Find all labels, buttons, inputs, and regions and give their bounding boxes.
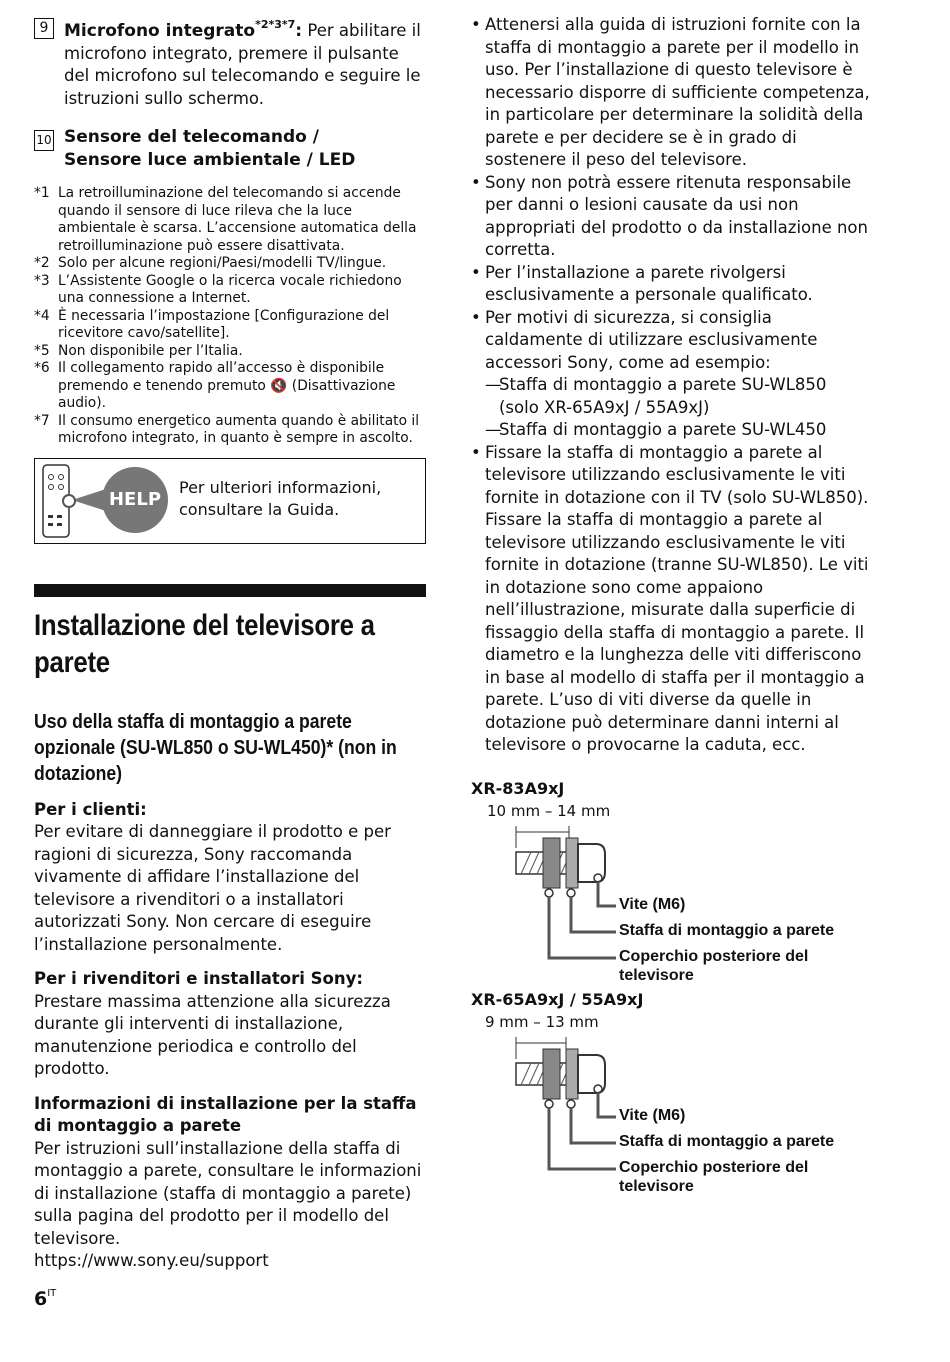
item-text: Per abilitare il microfono integrato, premere il pulsante del microfono sul telecomando e seguire le istruzioni sullo schermo. (64, 21, 421, 108)
paragraph-text: Per evitare di danneggiare il prodotto e per ragioni di sicurezza, Sony raccomanda vivamente di affidare l’installazione del televisore a rivenditori o a installatori autorizzati Sony. Non cercare di eseguire l’installazione personalmente. (34, 822, 391, 954)
help-button-icon (62, 494, 76, 508)
help-text: Per ulteriori informazioni, consultare la Guida. (179, 477, 382, 519)
rear-cover-label: Coperchio posteriore del televisore (619, 1158, 809, 1195)
dash-item: — Staffa di montaggio a parete SU-WL850 (solo XR-65A9xJ / 55A9xJ) (485, 375, 827, 417)
pointer-arrow-icon (72, 489, 106, 511)
screw-label: Vite (M6) (619, 1106, 686, 1124)
paragraph-text: Prestare massima attenzione alla sicurezza durante gli interventi di installazione, manutenzione periodica e controllo del prodotto. (34, 991, 391, 1078)
support-url[interactable]: https://www.sony.eu/support (34, 1251, 269, 1270)
bullet-item: • Fissare la staffa di montaggio a parete al televisore utilizzando esclusivamente le viti fornite in dotazione con il TV (solo SU-WL850). Fissare la staffa di montaggio a parete al televisore utilizzando esclusivamente le viti fornite in dotazione (tranne SU-WL850). Le viti in dotazione sono come appaiono nell’illustrazione, misurate dalla superficie di fissaggio della staffa di montaggio a parete. Il diametro e la lunghezza delle viti differiscono in base al modello di staffa per il montaggio a parete. L’uso di viti diverse da quelle in dotazione può determinare danni interni al televisore o provocarne la caduta, ecc. (471, 442, 869, 754)
bracket-label: Staffa di montaggio a parete (619, 1132, 835, 1150)
dash-item: — Staffa di montaggio a parete SU-WL450 (485, 420, 827, 439)
bullet-item: • Sony non potrà essere ritenuta responsabile per danni o lesioni causate da usi non appropriati del prodotto o da installazione non corretta. (471, 172, 868, 259)
help-badge: HELP (102, 467, 168, 533)
section-divider (34, 584, 426, 597)
footnotes (34, 185, 426, 448)
footnote: *6 Il collegamento rapido all’accesso è disponibile premendo e tenendo premuto 🔇 (Disattivazione audio). (34, 360, 396, 411)
model-title: XR-83A9xJ (471, 778, 565, 798)
bullet-list (471, 14, 871, 757)
left-column (34, 14, 426, 1273)
section-title: Installazione del televisore a parete (34, 608, 375, 679)
dimension-label: 10 mm – 14 mm (487, 801, 611, 820)
item-title: Sensore del telecomando / Sensore luce ambientale / LED (64, 127, 356, 170)
footnote: *7 Il consumo energetico aumenta quando è abilitato il microfono integrato, in quanto è sempre in ascolto. (34, 412, 420, 446)
screw-diagram (471, 1009, 871, 1199)
item-title: Microfono integrato (64, 21, 256, 41)
footnote: *2 Solo per alcune regioni/Paesi/modelli TV/lingue. (34, 255, 387, 271)
right-column (471, 14, 871, 1199)
bullet-item: • Per motivi di sicurezza, si consiglia caldamente di utilizzare esclusivamente accessori Sony, come ad esempio: (471, 307, 818, 372)
dimension-label: 9 mm – 13 mm (485, 1012, 599, 1031)
rear-cover-label: Coperchio posteriore del televisore (619, 947, 809, 984)
paragraph-heading: Per i rivenditori e installatori Sony: (34, 969, 363, 988)
screw-label: Vite (M6) (619, 895, 686, 913)
item-number-box: 9 (34, 18, 54, 39)
model-title: XR-65A9xJ / 55A9xJ (471, 989, 644, 1009)
footnote: *1 La retroilluminazione del telecomando si accende quando il sensore di luce rileva che la luce ambientale è scarsa. L’accensione automatica della retroilluminazione può essere disattivata. (34, 185, 417, 254)
subsection-title: Uso della staffa di montaggio a parete opzionale (SU-WL850 o SU-WL450)* (non in dotazione) (34, 710, 397, 785)
footnote: *3 L’Assistente Google o la ricerca vocale richiedono una connessione a Internet. (34, 272, 402, 306)
paragraph-heading: Informazioni di installazione per la staffa di montaggio a parete (34, 1093, 417, 1135)
paragraph-heading: Per i clienti: (34, 799, 147, 819)
item-9: 9 Microfono integrato$^{*2*3*7}$: Per abilitare il microfono integrato, premere il pulsante del microfono sul telecomando e seguire le istruzioni sullo schermo. (34, 14, 426, 110)
footnote: *5 Non disponibile per l’Italia. (34, 342, 243, 359)
bracket-label: Staffa di montaggio a parete (619, 921, 835, 939)
item-number-box: 10 (34, 130, 54, 151)
paragraph-text: Per istruzioni sull’installazione della staffa di montaggio a parete, consultare le informazioni di installazione (staffa di montaggio a parete) sulla pagina del prodotto per il modello del televisore. (34, 1138, 422, 1248)
page-number: $6^{IT}$ (34, 1288, 57, 1310)
footnote: *4 È necessaria l’impostazione [Configurazione del ricevitore cavo/satellite]. (34, 307, 390, 341)
screw-diagram (471, 798, 871, 988)
help-box (34, 458, 426, 544)
paragraphs (34, 799, 426, 1273)
footnote-refs: *2*3*7 (255, 18, 296, 31)
item-10 (34, 126, 426, 171)
bullet-item: • Attenersi alla guida di istruzioni fornite con la staffa di montaggio a parete per il modello in uso. Per l’installazione di questo televisore è necessario disporre di sufficiente competenza, in particolare per determinare la solidità della parete e per decidere se è in grado di sostenere il peso del televisore. (471, 15, 870, 169)
bullet-item: • Per l’installazione a parete rivolgersi esclusivamente a personale qualificato. (471, 262, 813, 304)
